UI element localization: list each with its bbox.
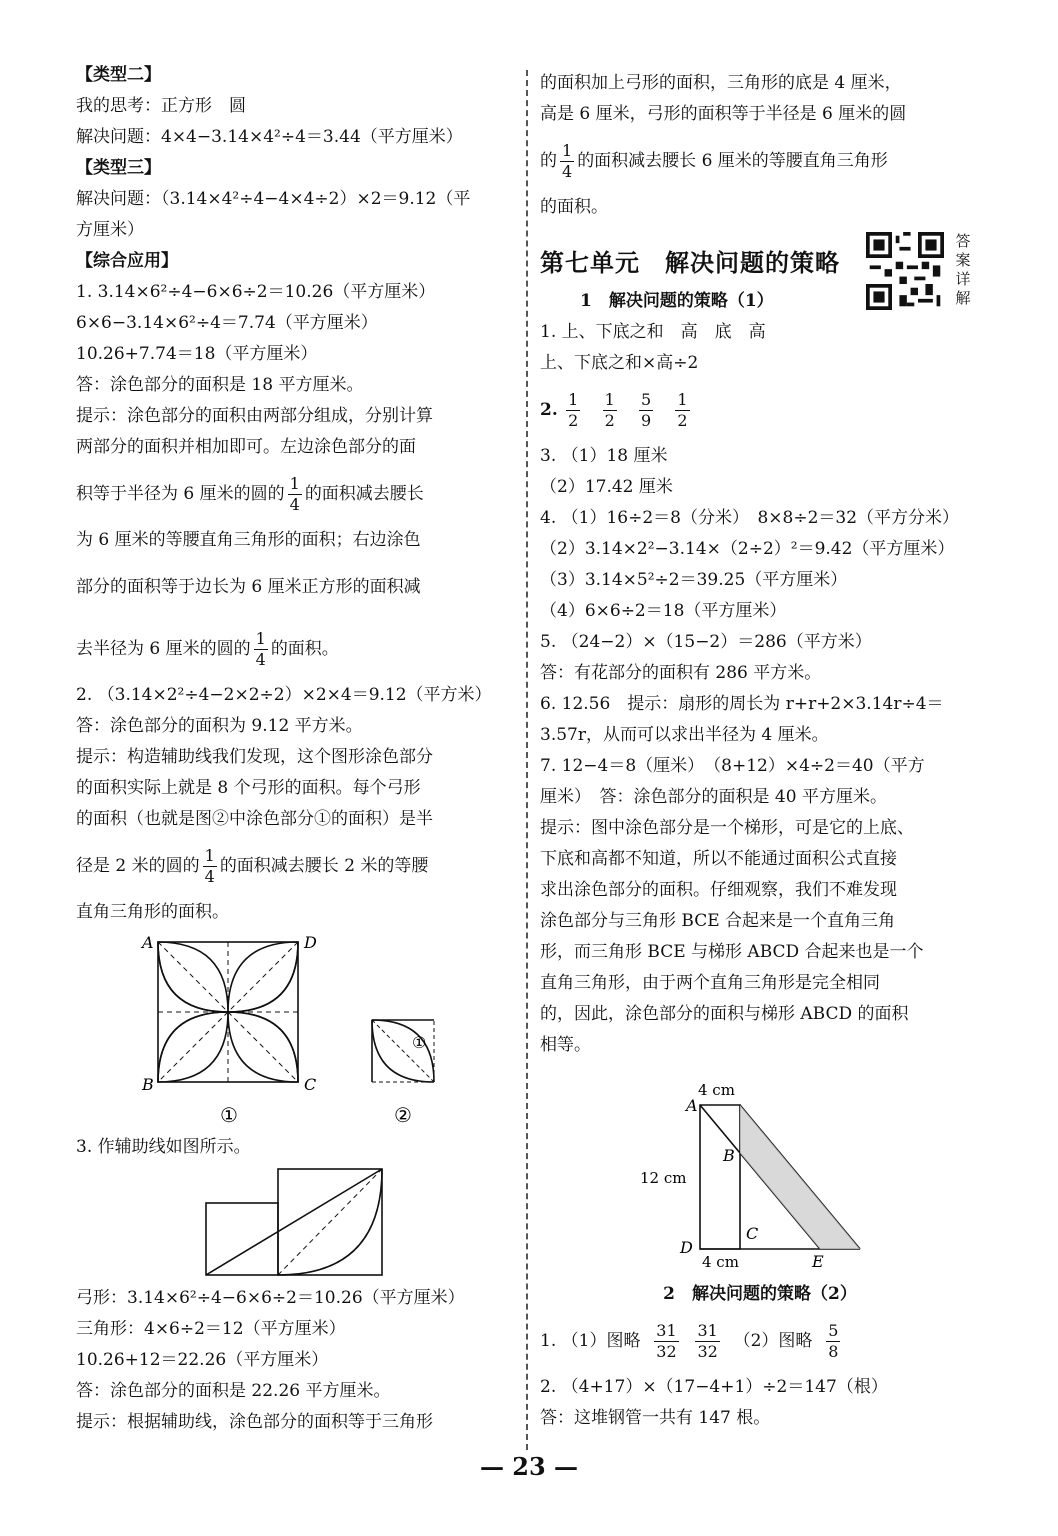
r2-label: 2. <box>540 400 558 420</box>
fig-point-e: E <box>812 1252 824 1269</box>
q3-line-a: 3. 作辅助线如图所示。 <box>76 1137 251 1157</box>
figure-1-square <box>158 942 298 1082</box>
r7-hint-6: 直角三角形，由于两个直角三角形是完全相同 <box>540 973 880 993</box>
figure-2-region-label: ① <box>412 1033 427 1052</box>
comprehensive-header: 【综合应用】 <box>76 251 178 271</box>
q1-hint-3b: 的面积减去腰长 <box>304 484 424 504</box>
q2-answer: 答：涂色部分的面积为 9.12 平方米。 <box>76 716 363 736</box>
s1-frac-3-den: 8 <box>828 1342 839 1361</box>
r5-line-a: 5. （24−2）×（15−2）＝286（平方米） <box>540 632 872 652</box>
q1-hint-3a: 积等于半径为 6 厘米的圆的 <box>76 484 285 504</box>
r4-line-c: （3）3.14×5²÷2＝39.25（平方厘米） <box>540 570 848 590</box>
fig-point-b: B <box>723 1146 735 1165</box>
cont-line-1: 的面积加上弓形的面积，三角形的底是 4 厘米， <box>540 73 902 93</box>
q1-hint-4: 为 6 厘米的等腰直角三角形的面积；右边涂色 <box>76 530 421 550</box>
q1-hint-1: 提示：涂色部分的面积由两部分组成，分别计算 <box>76 406 433 426</box>
figure-2-label: ② <box>394 1103 412 1127</box>
q2-hint-2: 的面积实际上就是 8 个弓形的面积。每个弓形 <box>76 778 421 798</box>
q2-hint-1: 提示：构造辅助线我们发现，这个图形涂色部分 <box>76 747 433 767</box>
r2-line <box>540 379 980 441</box>
fig-point-d: D <box>680 1238 693 1257</box>
r2-fraction-2 <box>603 390 617 431</box>
corner-c: C <box>304 1075 317 1094</box>
q3-line-d: 10.26+12＝22.26（平方厘米） <box>76 1350 329 1370</box>
r5-answer: 答：有花部分的面积有 286 平方米。 <box>540 663 822 683</box>
fig-bottom-label: 4 cm <box>702 1253 739 1269</box>
q1-hint-5: 部分的面积等于边长为 6 厘米正方形的面积减 <box>76 577 421 597</box>
fraction-quarter: $\frac{1}{4}$ <box>562 141 573 181</box>
q2-hint-4b: 的面积减去腰长 2 米的等腰 <box>219 856 429 876</box>
cont-line-3a: 的 <box>540 151 557 171</box>
r2-frac-2-num: 1 <box>604 390 615 409</box>
type3-header: 【类型三】 <box>76 158 161 178</box>
q1-hint-6a: 去半径为 6 厘米的圆的 <box>76 639 251 659</box>
type2-solve: 解决问题：4×4−3.14×4²÷4＝3.44（平方厘米） <box>76 127 463 147</box>
r7-hint-1: 提示：图中涂色部分是一个梯形，可是它的上底、 <box>540 818 914 838</box>
qr-code-icon[interactable] <box>866 232 944 310</box>
section-2-title: 2 解决问题的策略（2） <box>663 1284 857 1304</box>
cont-line-2: 高是 6 厘米，弓形的面积等于半径是 6 厘米的圆 <box>540 104 907 124</box>
r2-fraction-1 <box>566 390 580 431</box>
fig-point-c: C <box>746 1224 759 1243</box>
figure-1-label: ① <box>220 1103 238 1127</box>
r7-hint-8: 相等。 <box>540 1035 591 1055</box>
s1-frac-1-den: 32 <box>656 1342 677 1361</box>
fraction-quarter: $\frac{1}{4}$ <box>255 629 266 669</box>
type3-solve-a: 解决问题：（3.14×4²÷4−4×4÷2）×2＝9.12（平 <box>76 189 471 209</box>
r7-hint-2: 下底和高都不知道，所以不能通过面积公式直接 <box>540 849 897 869</box>
fraction-quarter: $\frac{1}{4}$ <box>289 474 300 514</box>
r2-frac-2-den: 2 <box>604 411 615 430</box>
q3-line-b: 弓形：3.14×6²÷4−6×6÷2＝10.26（平方厘米） <box>76 1288 465 1308</box>
column-divider <box>526 70 528 1450</box>
type2-header: 【类型二】 <box>76 65 161 85</box>
r6-line-b: 3.57r，从而可以求出半径为 4 厘米。 <box>540 725 829 745</box>
q1-hint-3 <box>76 463 516 525</box>
r7-hint-7: 的，因此，涂色部分的面积与梯形 ABCD 的面积 <box>540 1004 909 1024</box>
q2-figures <box>76 932 516 1132</box>
r2-fraction-3 <box>639 390 653 431</box>
q3-hint: 提示：根据辅助线，涂色部分的面积等于三角形 <box>76 1412 433 1432</box>
r2-frac-4-den: 2 <box>677 411 688 430</box>
r7-line-a: 7. 12−4＝8（厘米） （8+12）×4÷2＝40（平方 <box>540 756 925 776</box>
cont-line-3b: 的面积减去腰长 6 厘米的等腰直角三角形 <box>577 151 888 171</box>
q3-line-c: 三角形：4×6÷2＝12（平方厘米） <box>76 1319 346 1339</box>
q2-hint-5: 直角三角形的面积。 <box>76 902 229 922</box>
r2-frac-1-num: 1 <box>568 390 579 409</box>
corner-b: B <box>142 1075 154 1094</box>
type2-think: 我的思考：正方形 圆 <box>76 96 246 116</box>
r7-figure <box>540 1069 980 1269</box>
fraction-quarter: $\frac{1}{4}$ <box>204 846 215 886</box>
qr-caption: 答案详解 <box>955 232 971 307</box>
unit-title: 第七单元 解决问题的策略 <box>540 248 840 277</box>
cont-line-3 <box>540 130 980 192</box>
fig-top-label: 4 cm <box>698 1081 735 1099</box>
q2-hint-4a: 径是 2 米的圆的 <box>76 856 200 876</box>
cont-line-4: 的面积。 <box>540 197 608 217</box>
s1-fraction-2 <box>695 1321 719 1362</box>
r2-frac-3-den: 9 <box>640 411 652 430</box>
q1-hint-2: 两部分的面积并相加即可。左边涂色部分的面 <box>76 437 416 457</box>
r3-line-b: （2）17.42 厘米 <box>540 477 673 497</box>
s1-frac-1-num: 31 <box>656 1321 677 1340</box>
fig-left-label: 12 cm <box>640 1169 687 1187</box>
r4-line-b: （2）3.14×2²−3.14×（2÷2）²＝9.42（平方厘米） <box>540 539 955 559</box>
q1-hint-6 <box>76 618 516 680</box>
r7-hint-5: 形，而三角形 BCE 与梯形 ABCD 合起来也是一个 <box>540 942 924 962</box>
r4-line-d: （4）6×6÷2＝18（平方厘米） <box>540 601 787 621</box>
r1-line-a: 1. 上、下底之和 高 底 高 <box>540 322 766 342</box>
type3-solve-b: 方厘米） <box>76 220 144 240</box>
s1-part-b: （2）图略 <box>733 1331 813 1351</box>
r7-line-b: 厘米） 答：涂色部分的面积是 40 平方厘米。 <box>540 787 887 807</box>
q1-line-b: 6×6−3.14×6²÷4＝7.74（平方厘米） <box>76 313 378 333</box>
q3-figure <box>76 1163 516 1283</box>
corner-d: D <box>304 933 317 952</box>
q2-line-a: 2. （3.14×2²÷4−2×2÷2）×2×4＝9.12（平方米） <box>76 685 492 705</box>
q2-hint-4 <box>76 835 516 897</box>
q1-hint-6b: 的面积。 <box>270 639 339 659</box>
r3-line-a: 3. （1）18 厘米 <box>540 446 668 466</box>
r2-frac-3-num: 5 <box>640 390 652 409</box>
s2-answer: 答：这堆钢管一共有 147 根。 <box>540 1408 771 1428</box>
r4-line-a: 4. （1）16÷2＝8（分米） 8×8÷2＝32（平方分米） <box>540 508 960 528</box>
s1-fraction-3 <box>826 1321 840 1362</box>
q1-line-a: 1. 3.14×6²÷4−6×6÷2＝10.26（平方厘米） <box>76 282 436 302</box>
section-1-title: 1 解决问题的策略（1） <box>580 291 774 311</box>
page-number: — 23 — <box>479 1452 579 1481</box>
corner-a: A <box>142 933 154 952</box>
s1-frac-2-num: 31 <box>697 1321 718 1340</box>
q1-line-c: 10.26+7.74＝18（平方厘米） <box>76 344 318 364</box>
r1-line-b: 上、下底之和×高÷2 <box>540 353 699 373</box>
fig-point-a: A <box>686 1096 698 1115</box>
r2-frac-4-num: 1 <box>677 390 688 409</box>
s1-frac-3-num: 5 <box>828 1321 839 1340</box>
s1-fraction-1 <box>654 1321 678 1362</box>
s2-line-a: 2. （4+17）×（17−4+1）÷2＝147（根） <box>540 1377 888 1397</box>
r7-hint-3: 求出涂色部分的面积。仔细观察，我们不难发现 <box>540 880 897 900</box>
q3-answer: 答：涂色部分的面积是 22.26 平方厘米。 <box>76 1381 391 1401</box>
left-column <box>76 60 516 1438</box>
r2-frac-1-den: 2 <box>568 411 579 430</box>
q1-answer: 答：涂色部分的面积是 18 平方厘米。 <box>76 375 364 395</box>
r7-hint-4: 涂色部分与三角形 BCE 合起来是一个直角三角 <box>540 911 896 931</box>
s1-part-a: 1. （1）图略 <box>540 1331 641 1351</box>
s1-line <box>540 1310 980 1372</box>
r2-fraction-4 <box>675 390 689 431</box>
r6-line-a: 6. 12.56 提示：扇形的周长为 r+r+2×3.14r÷4＝ <box>540 694 944 714</box>
q2-hint-3: 的面积（也就是图②中涂色部分①的面积）是半 <box>76 809 433 829</box>
s1-frac-2-den: 32 <box>697 1342 718 1361</box>
